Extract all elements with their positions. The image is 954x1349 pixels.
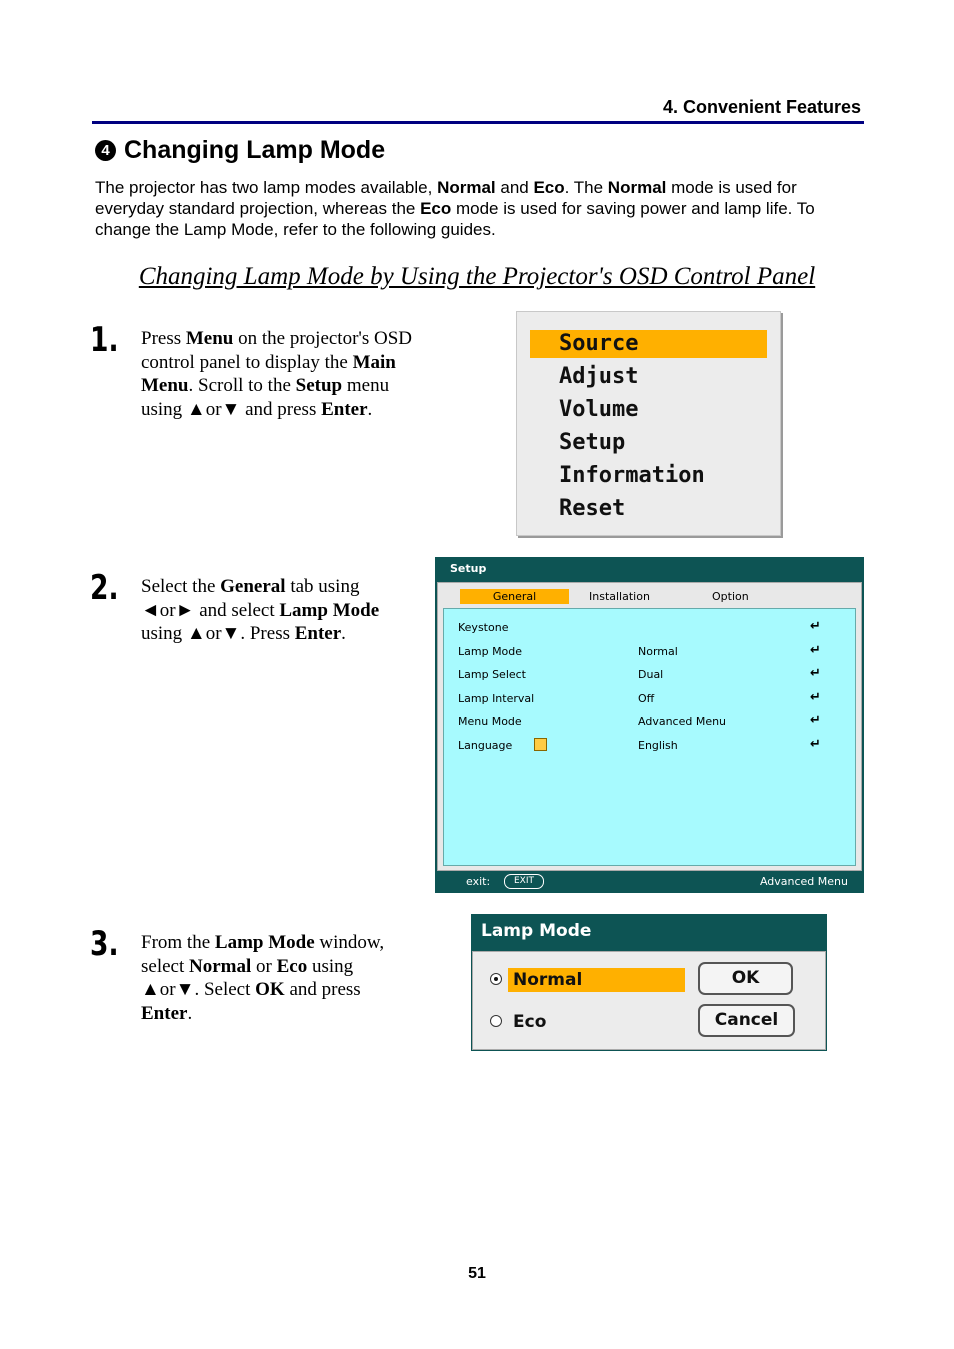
main-menu-item-setup[interactable]: Setup	[559, 430, 626, 455]
header-rule	[92, 121, 864, 124]
text-run: . Scroll to the	[188, 375, 296, 396]
enter-icon[interactable]: ↵	[810, 713, 821, 729]
setup-row-label[interactable]: Lamp Mode	[458, 644, 523, 658]
text-run: using ▲or▼. Press	[141, 623, 295, 644]
option-eco[interactable]: Eco	[513, 1012, 547, 1032]
text-run: mode is used for everyday standard projection, whereas the	[95, 178, 797, 218]
text-run: mode is used for saving power and lamp life. To change the Lamp Mode, refer to the following guides.	[95, 199, 815, 239]
option-normal[interactable]: Normal	[508, 968, 685, 992]
text-run: From the	[141, 932, 215, 953]
page-number: 51	[468, 1265, 486, 1282]
setup-row-label[interactable]: Lamp Interval	[458, 691, 535, 705]
step-number: 2.	[90, 568, 119, 608]
setup-row-label[interactable]: Lamp Select	[458, 668, 526, 682]
footer-exit-label: exit:	[466, 875, 491, 888]
enter-icon[interactable]: ↵	[810, 737, 821, 752]
section-title-text: Changing Lamp Mode	[124, 136, 386, 164]
bold-term: Enter	[294, 623, 342, 644]
setup-content	[443, 608, 856, 866]
text-run: .	[341, 623, 346, 644]
text-run: and press	[284, 979, 361, 1000]
text-run: .	[187, 1002, 193, 1024]
radio-normal[interactable]	[490, 973, 502, 985]
bold-term: Menu	[185, 328, 234, 349]
chapter-header: 4. Convenient Features	[662, 97, 861, 117]
setup-row-label[interactable]: Language	[458, 739, 513, 752]
radio-eco[interactable]	[490, 1015, 502, 1027]
bold-term: Normal	[437, 178, 496, 197]
footer-menu-mode: Advanced Menu	[759, 875, 848, 888]
section-title	[95, 136, 385, 165]
section-bullet: 4	[95, 140, 116, 161]
bold-term: Normal	[189, 955, 252, 977]
bold-term: Eco	[533, 178, 565, 197]
text-run: tab using ◄or► and select	[141, 576, 360, 621]
text-run: or	[251, 955, 277, 977]
text-run: .	[367, 398, 373, 420]
setup-row-value: Advanced Menu	[638, 715, 727, 729]
step-text	[141, 575, 411, 646]
main-menu-panel	[516, 311, 781, 536]
bold-term: Lamp Mode	[279, 599, 380, 621]
step-number: 3.	[90, 924, 119, 964]
bold-term: Enter	[321, 398, 368, 420]
bold-term: General	[220, 576, 286, 597]
lamp-mode-dialog	[471, 914, 827, 1051]
setup-row-value: English	[638, 739, 678, 752]
setup-row-label[interactable]: Menu Mode	[458, 715, 522, 729]
bold-term: OK	[255, 979, 285, 1000]
setup-menu-title: Setup	[450, 562, 487, 575]
ok-button[interactable]: OK	[698, 962, 793, 995]
text-run: Press	[141, 328, 186, 349]
text-run: and	[495, 178, 534, 197]
main-menu-item-volume[interactable]: Volume	[559, 397, 639, 422]
text-run: using ▲or▼. Select	[141, 955, 354, 1000]
text-run: on the projector's OSD control panel to display the	[141, 328, 412, 373]
subheading: Changing Lamp Mode by Using the Projector's OSD Control Panel	[138, 263, 816, 290]
enter-icon[interactable]: ↵	[810, 642, 821, 658]
bold-term: Lamp Mode	[214, 932, 315, 953]
bold-term: Eco	[276, 955, 308, 977]
intro-paragraph	[95, 177, 870, 240]
cancel-button[interactable]: Cancel	[698, 1004, 795, 1037]
enter-icon[interactable]: ↵	[810, 666, 821, 682]
tab-general[interactable]: General	[460, 589, 569, 604]
tab-installation[interactable]: Installation	[589, 590, 650, 603]
main-menu-item-reset[interactable]: Reset	[559, 496, 626, 521]
enter-icon[interactable]: ↵	[810, 689, 821, 705]
setup-menu-panel	[435, 557, 864, 893]
text-run: The projector has two lamp modes available,	[95, 178, 438, 197]
main-menu-item-information[interactable]: Information	[559, 463, 705, 488]
bold-term: Enter	[141, 1002, 188, 1024]
step-number: 1.	[90, 320, 119, 360]
step-text	[141, 327, 431, 421]
step-text	[141, 931, 416, 1025]
main-menu-item-source[interactable]: Source	[530, 330, 767, 358]
main-menu-item-adjust[interactable]: Adjust	[559, 364, 639, 389]
setup-row-value: Normal	[638, 644, 678, 658]
text-run: window, select	[141, 932, 385, 977]
tab-option[interactable]: Option	[712, 590, 749, 603]
enter-icon[interactable]: ↵	[810, 619, 821, 634]
setup-row-label[interactable]: Keystone	[458, 621, 509, 634]
setup-row-value: Dual	[638, 668, 664, 682]
language-icon	[534, 738, 547, 751]
text-run: Select the	[141, 576, 221, 597]
bold-term: Normal	[607, 178, 667, 197]
lamp-dialog-title: Lamp Mode	[481, 921, 592, 941]
setup-row-value: Off	[638, 691, 655, 705]
text-run: . The	[564, 178, 608, 197]
bold-term: Eco	[420, 199, 452, 218]
text-run: menu using ▲or▼ and press	[141, 375, 390, 420]
bold-term: Setup	[295, 375, 343, 396]
exit-button[interactable]: EXIT	[504, 874, 544, 889]
bold-term: Main Menu	[141, 351, 396, 396]
lamp-dialog-body	[472, 951, 826, 1050]
